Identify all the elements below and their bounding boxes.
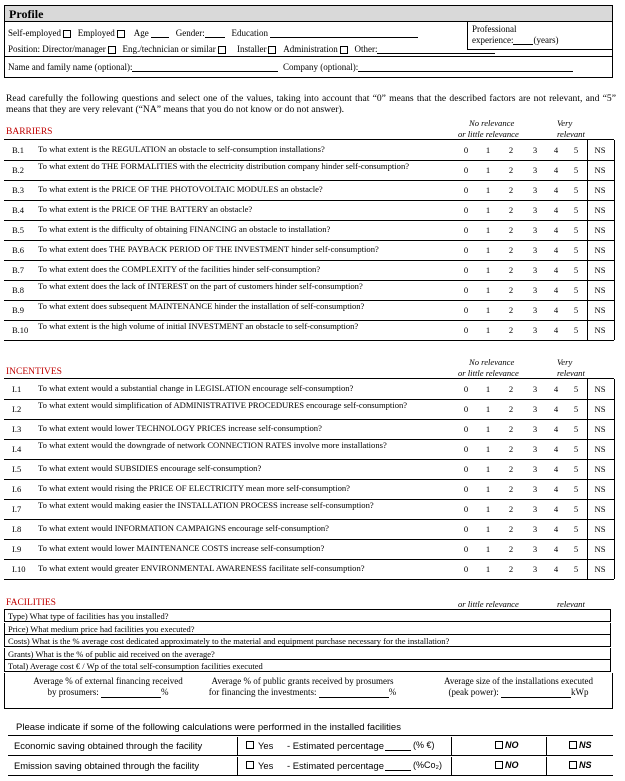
incentives-ns-option[interactable]: NS [594,544,606,554]
incentives-scale-option[interactable]: 3 [532,484,538,494]
incentives-row-code: I.7 [12,504,22,514]
barriers-scale-option[interactable]: 4 [553,205,559,215]
incentives-scale-option[interactable]: 3 [532,444,538,454]
incentives-scale-option[interactable]: 0 [463,524,469,534]
incentives-row-question: To what extent would SUBSIDIES encourage self-consumption? [38,463,262,473]
incentives-row-divider [4,539,614,540]
barriers-row-question: To what extent is the PRICE OF THE BATTERY an obstacle? [38,204,253,214]
administration-label: Administration [283,44,338,54]
other-label: Other: [354,44,378,54]
incentives-row-code: I.2 [12,404,22,414]
incentives-scale-option[interactable]: 5 [573,444,579,454]
incentives-scale-option[interactable]: 2 [508,464,514,474]
calc-yes-checkbox[interactable] [246,741,254,749]
barriers-scale-option[interactable]: 0 [463,305,469,315]
calc-unit-label: (%Co₂) [413,760,442,770]
barriers-scale-option[interactable]: 1 [485,265,491,275]
incentives-scale-option[interactable]: 5 [573,564,579,574]
barriers-scale-option[interactable]: 1 [485,245,491,255]
barriers-row-code: B.2 [12,165,25,175]
incentives-scale-option[interactable]: 2 [508,384,514,394]
barriers-row-code: B.3 [12,185,25,195]
employed-label: Employed [77,28,115,38]
incentives-scale-option[interactable]: 5 [573,544,579,554]
incentives-ns-option[interactable]: NS [594,564,606,574]
profile-row-1 [8,28,418,38]
barriers-scale-option[interactable]: 2 [508,245,514,255]
barriers-scale-option[interactable]: 5 [573,245,579,255]
incentives-row-code: I.3 [12,424,22,434]
calc-ns-checkbox[interactable] [569,741,577,749]
incentives-scale-option[interactable]: 4 [553,404,559,414]
incentives-row-divider [4,559,614,560]
avg-external-label-1: Average % of external financing received [33,676,183,686]
experience-label-2: experience: [472,35,514,45]
calc-unit-label: (% €) [413,740,435,750]
calc-divider [237,737,238,755]
incentives-row-question: To what extent would rising the PRICE OF ELECTRICITY mean more self-consumption? [38,483,350,493]
incentives-scale-option[interactable]: 2 [508,564,514,574]
avg-installation-size[interactable] [425,676,612,698]
incentives-scale-option[interactable]: 0 [463,424,469,434]
incentives-scale-option[interactable]: 3 [532,504,538,514]
facilities-question-row[interactable]: Price) What medium price had facilities you executed? [4,623,611,635]
incentives-row-question: To what extent would lower MAINTENANCE COSTS increase self-consumption? [38,543,325,553]
barriers-scale-option[interactable]: 3 [532,325,538,335]
barriers-scale-option[interactable]: 2 [508,145,514,155]
incentives-row-question: To what extent would the downgrade of network CONNECTION RATES involve more installations? [38,440,387,450]
incentives-row-question: To what extent would a substantial change in LEGISLATION encourage self-consumption? [38,383,354,393]
calc-row-label: Economic saving obtained through the facility [14,740,203,751]
barriers-scale-option[interactable]: 4 [553,305,559,315]
incentives-row-divider [4,579,614,580]
incentives-row-question: To what extent would making easier the INSTALLATION PROCESS increase self-consumption? [38,500,374,510]
incentives-row-question: To what extent would greater ENVIRONMENTAL AWARENESS facilitate self-consumption? [38,563,365,573]
barriers-scale-option[interactable]: 2 [508,285,514,295]
avg-grants-label-2: for financing the investments: [208,687,317,697]
incentives-row-question: To what extent would INFORMATION CAMPAIGNS encourage self-consumption? [38,523,329,533]
incentives-row-code: I.1 [12,384,22,394]
employed-checkbox[interactable] [117,30,125,38]
barriers-scale-option[interactable]: 3 [532,285,538,295]
incentives-scale-option[interactable]: 5 [573,464,579,474]
barriers-row-question: To what extent is the high volume of initial INVESTMENT an obstacle to self-consumption? [38,321,359,331]
installer-checkbox[interactable] [268,46,276,54]
avg-external-financing[interactable] [23,676,193,698]
incentives-ns-option[interactable]: NS [594,404,606,414]
calc-row-label: Emission saving obtained through the facility [14,760,200,771]
instructions-text: Read carefully the following questions and select one of the values, taking into account that “0” means that the described factors are not relevant, and “5” means that they are very relevant (“NA” means that you do not know or do not answer). [6,93,616,115]
barriers-scale-option[interactable]: 4 [553,185,559,195]
barriers-ns-option[interactable]: NS [594,205,606,215]
avg-external-pct: % [161,687,169,697]
barriers-relevant: relevant [557,129,585,139]
calc-no-label: NO [505,760,519,770]
calc-no-label: NO [505,740,519,750]
avg-external-label-2: by prosumers: [47,687,99,697]
facilities-title: FACILITIES [6,598,56,608]
barriers-row-divider [4,220,614,221]
self-employed-label: Self-employed [8,28,61,38]
barriers-very: Very [557,118,573,128]
barriers-scale-option[interactable]: 3 [532,205,538,215]
barriers-scale-option[interactable]: 5 [573,325,579,335]
barriers-scale-option[interactable]: 1 [485,205,491,215]
barriers-scale-option[interactable]: 0 [463,245,469,255]
barriers-row-divider [4,340,614,341]
incentives-scale-option[interactable]: 1 [485,484,491,494]
incentives-scale-option[interactable]: 5 [573,404,579,414]
incentives-scale-option[interactable]: 1 [485,544,491,554]
age-label: Age [133,28,149,38]
experience-label-1: Professional [472,24,517,34]
incentives-row-code: I.4 [12,444,22,454]
incentives-scale-option[interactable]: 3 [532,464,538,474]
incentives-scale-option[interactable]: 0 [463,544,469,554]
barriers-scale-option[interactable]: 1 [485,185,491,195]
barriers-right-border [614,140,615,340]
barriers-scale-option[interactable]: 5 [573,205,579,215]
avg-public-grants[interactable] [200,676,405,698]
incentives-ns-option[interactable]: NS [594,484,606,494]
barriers-scale-option[interactable]: 3 [532,225,538,235]
barriers-scale-option[interactable]: 2 [508,205,514,215]
other-field[interactable] [377,53,495,54]
incentives-very: Very [557,357,573,367]
incentives-row-code: I.8 [12,524,22,534]
barriers-ns-option[interactable]: NS [594,265,606,275]
incentives-row-question: To what extent would lower TECHNOLOGY PRICES increase self-consumption? [38,423,322,433]
incentives-row-code: I.5 [12,464,22,474]
barriers-scale-option[interactable]: 4 [553,145,559,155]
barriers-scale-option[interactable]: 5 [573,165,579,175]
barriers-scale-option[interactable]: 1 [485,165,491,175]
barriers-scale-option[interactable]: 5 [573,185,579,195]
barriers-row-question: To what extent does THE PAYBACK PERIOD OF THE INVESTMENT hinder self-consumption? [38,244,379,254]
barriers-row-code: B.10 [12,325,29,335]
incentives-scale-option[interactable]: 3 [532,524,538,534]
barriers-scale-option[interactable]: 4 [553,325,559,335]
barriers-scale-option[interactable]: 4 [553,165,559,175]
incentives-scale-option[interactable]: 2 [508,544,514,554]
incentives-scale-option[interactable]: 4 [553,484,559,494]
barriers-row-question: To what extent does subsequent MAINTENANCE hinder the installation of self-consumption? [38,301,365,311]
incentives-scale-option[interactable]: 4 [553,544,559,554]
barriers-scale-option[interactable]: 1 [485,225,491,235]
incentives-scale-option[interactable]: 5 [573,384,579,394]
barriers-scale-option[interactable]: 0 [463,285,469,295]
barriers-scale-option[interactable]: 4 [553,245,559,255]
calc-row-divider [8,775,613,776]
barriers-row-code: B.7 [12,265,25,275]
director-checkbox[interactable] [108,46,116,54]
barriers-ns-option[interactable]: NS [594,225,606,235]
incentives-row-divider [4,419,614,420]
barriers-scale-option[interactable]: 0 [463,265,469,275]
incentives-scale-option[interactable]: 2 [508,484,514,494]
incentives-row-code: I.10 [12,564,26,574]
barriers-scale-option[interactable]: 2 [508,305,514,315]
incentives-row-divider [4,519,614,520]
barriers-scale-option[interactable]: 0 [463,165,469,175]
calc-no-checkbox[interactable] [495,761,503,769]
barriers-scale-option[interactable]: 1 [485,325,491,335]
facilities-relevant: relevant [557,599,585,609]
incentives-row-code: I.9 [12,544,22,554]
avg-size-unit: kWp [570,687,589,697]
barriers-scale-option[interactable]: 2 [508,185,514,195]
incentives-scale-option[interactable]: 1 [485,424,491,434]
calc-yes-checkbox[interactable] [246,761,254,769]
incentives-scale-option[interactable]: 1 [485,464,491,474]
barriers-ns-option[interactable]: NS [594,185,606,195]
incentives-scale-option[interactable]: 4 [553,524,559,534]
incentives-scale-option[interactable]: 4 [553,504,559,514]
incentives-ns-option[interactable]: NS [594,524,606,534]
profile-title: Profile [5,6,612,22]
barriers-row-code: B.4 [12,205,25,215]
barriers-row-divider [4,200,614,201]
barriers-scale-option[interactable]: 5 [573,265,579,275]
calc-divider [451,757,452,775]
incentives-relevant: relevant [557,368,585,378]
incentives-scale-option[interactable]: 4 [553,564,559,574]
facilities-question-row[interactable]: Costs) What is the % average cost dedicated approximately to the material and equipment purchase necessary for the installation? [4,635,611,647]
barriers-scale-option[interactable]: 0 [463,185,469,195]
calc-divider [546,737,547,755]
incentives-scale-option[interactable]: 1 [485,504,491,514]
barriers-scale-option[interactable]: 4 [553,285,559,295]
administration-checkbox[interactable] [340,46,348,54]
facilities-or-little: or little relevance [458,599,519,609]
gender-label: Gender: [175,28,205,38]
calc-ns-label: NS [579,740,592,750]
incentives-scale-option[interactable]: 5 [573,484,579,494]
barriers-row-code: B.6 [12,245,25,255]
incentives-scale-option[interactable]: 2 [508,404,514,414]
barriers-scale-option[interactable]: 5 [573,305,579,315]
incentives-scale-option[interactable]: 2 [508,444,514,454]
barriers-no-relevance: No relevance [469,118,515,128]
calc-estimate-field[interactable] [385,740,411,751]
incentives-scale-option[interactable]: 5 [573,504,579,514]
incentives-ns-option[interactable]: NS [594,464,606,474]
barriers-row-divider [4,260,614,261]
incentives-scale-option[interactable]: 4 [553,464,559,474]
barriers-scale-option[interactable]: 5 [573,285,579,295]
barriers-scale-option[interactable]: 3 [532,185,538,195]
incentives-ns-separator [587,379,588,579]
barriers-row-question: To what extent is the PRICE OF THE PHOTOVOLTAIC MODULES an obstacle? [38,184,323,194]
incentives-scale-option[interactable]: 2 [508,524,514,534]
avg-size-label-2: (peak power): [448,687,499,697]
calc-estimate-field[interactable] [385,760,411,771]
barriers-scale-option[interactable]: 0 [463,145,469,155]
barriers-ns-option[interactable]: NS [594,285,606,295]
position-label: Position: Director/manager [8,44,106,54]
name-label: Name and family name (optional): [8,62,133,72]
self-employed-checkbox[interactable] [63,30,71,38]
calc-row-divider [8,755,613,756]
avg-grants-pct: % [388,687,397,697]
barriers-row-question: To what extent is the REGULATION an obstacle to self-consumption installations? [38,144,325,154]
barriers-scale-option[interactable]: 3 [532,145,538,155]
barriers-scale-option[interactable]: 3 [532,265,538,275]
barriers-ns-option[interactable]: NS [594,145,606,155]
barriers-scale-option[interactable]: 3 [532,245,538,255]
incentives-scale-option[interactable]: 4 [553,384,559,394]
calc-divider [237,757,238,775]
incentives-title: INCENTIVES [6,367,62,377]
calc-estimate-label: - Estimated percentage [287,740,384,751]
incentives-scale-option[interactable]: 1 [485,524,491,534]
barriers-row-code: B.5 [12,225,25,235]
profile-row-2 [8,44,495,54]
incentives-or-little: or little relevance [458,368,519,378]
company-field[interactable] [358,71,573,72]
name-field[interactable] [132,71,278,72]
incentives-scale-option[interactable]: 2 [508,424,514,434]
calc-yes-label: Yes [258,740,274,751]
eng-tech-checkbox[interactable] [218,46,226,54]
barriers-row-code: B.1 [12,145,25,155]
barriers-scale-option[interactable]: 2 [508,325,514,335]
barriers-row-divider [4,180,614,181]
incentives-ns-option[interactable]: NS [594,384,606,394]
incentives-scale-option[interactable]: 0 [463,384,469,394]
incentives-scale-option[interactable]: 3 [532,424,538,434]
barriers-scale-option[interactable]: 1 [485,285,491,295]
barriers-scale-option[interactable]: 0 [463,325,469,335]
barriers-scale-option[interactable]: 5 [573,225,579,235]
barriers-scale-option[interactable]: 2 [508,225,514,235]
barriers-row-question: To what extent does the COMPLEXITY of the facilities hinder self-consumption? [38,264,321,274]
barriers-scale-option[interactable]: 4 [553,265,559,275]
incentives-scale-option[interactable]: 4 [553,444,559,454]
facilities-averages-box [4,673,613,709]
education-field[interactable] [270,37,418,38]
barriers-or-little: or little relevance [458,129,519,139]
incentives-scale-option[interactable]: 0 [463,464,469,474]
avg-size-label-1: Average size of the installations executed [443,676,594,686]
incentives-row-question: To what extent would simplification of ADMINISTRATIVE PROCEDURES encourage self-consumption? [38,400,408,410]
installer-label: Installer [236,44,267,54]
incentives-scale-option[interactable]: 3 [532,564,538,574]
incentives-row-code: I.6 [12,484,22,494]
barriers-ns-option[interactable]: NS [594,325,606,335]
education-label: Education [231,28,268,38]
incentives-row-divider [4,479,614,480]
incentives-scale-option[interactable]: 3 [532,384,538,394]
barriers-ns-separator [587,140,588,340]
barriers-ns-option[interactable]: NS [594,245,606,255]
incentives-scale-option[interactable]: 0 [463,504,469,514]
calc-divider [546,757,547,775]
incentives-ns-option[interactable]: NS [594,444,606,454]
calc-ns-label: NS [579,760,592,770]
incentives-no-relevance: No relevance [469,357,515,367]
age-field[interactable] [151,37,169,38]
incentives-scale-option[interactable]: 1 [485,564,491,574]
barriers-scale-option[interactable]: 3 [532,305,538,315]
calculations-intro: Please indicate if some of the following calculations were performed in the installed facilities [16,722,401,733]
barriers-scale-option[interactable]: 1 [485,145,491,155]
barriers-scale-option[interactable]: 0 [463,205,469,215]
company-label: Company (optional): [282,62,359,72]
calc-yes-label: Yes [258,760,274,771]
incentives-scale-option[interactable]: 0 [463,404,469,414]
incentives-scale-option[interactable]: 2 [508,504,514,514]
incentives-scale-option[interactable]: 5 [573,424,579,434]
gender-field[interactable] [205,37,225,38]
facilities-question-row[interactable]: Grants) What is the % of public aid received on the average? [4,648,611,660]
calc-estimate-label: - Estimated percentage [287,760,384,771]
calc-divider [451,737,452,755]
profile-row-3 [8,62,573,72]
barriers-row-divider [4,240,614,241]
incentives-right-border [614,379,615,579]
incentives-scale-option[interactable]: 3 [532,544,538,554]
barriers-row-question: To what extent does the lack of INTEREST on the part of customers hinder self-consumption? [38,281,363,291]
incentives-scale-option[interactable]: 1 [485,404,491,414]
experience-unit: (years) [533,35,559,45]
facilities-question-row[interactable]: Total) Average cost € / Wp of the total self-consumption facilities executed [4,660,611,672]
incentives-scale-option[interactable]: 0 [463,484,469,494]
incentives-scale-option[interactable]: 0 [463,444,469,454]
barriers-scale-option[interactable]: 3 [532,165,538,175]
incentives-ns-option[interactable]: NS [594,424,606,434]
barriers-scale-option[interactable]: 1 [485,305,491,315]
barriers-row-question: To what extent do THE FORMALITIES with the electricity distribution company hinder self-consumption? [38,161,410,171]
barriers-row-question: To what extent is the difficulty of obtaining FINANCING an obstacle to installation? [38,224,331,234]
barriers-scale-option[interactable]: 5 [573,145,579,155]
barriers-row-code: B.9 [12,305,25,315]
barriers-ns-option[interactable]: NS [594,305,606,315]
barriers-scale-option[interactable]: 2 [508,265,514,275]
barriers-scale-option[interactable]: 2 [508,165,514,175]
incentives-scale-option[interactable]: 5 [573,524,579,534]
barriers-ns-option[interactable]: NS [594,165,606,175]
barriers-scale-option[interactable]: 0 [463,225,469,235]
incentives-scale-option[interactable]: 1 [485,444,491,454]
incentives-row-divider [4,459,614,460]
barriers-scale-option[interactable]: 4 [553,225,559,235]
barriers-row-code: B.8 [12,285,25,295]
incentives-scale-option[interactable]: 1 [485,384,491,394]
incentives-scale-option[interactable]: 4 [553,424,559,434]
profile-box [4,5,613,78]
barriers-title: BARRIERS [6,127,53,137]
avg-grants-label-1: Average % of public grants received by prosumers [211,676,394,686]
facilities-question-row[interactable]: Type) What type of facilities has you installed? [4,610,611,622]
incentives-scale-option[interactable]: 0 [463,564,469,574]
eng-tech-label: Eng./technician or similar [122,44,216,54]
calc-ns-checkbox[interactable] [569,761,577,769]
incentives-ns-option[interactable]: NS [594,504,606,514]
incentives-scale-option[interactable]: 3 [532,404,538,414]
calc-no-checkbox[interactable] [495,741,503,749]
